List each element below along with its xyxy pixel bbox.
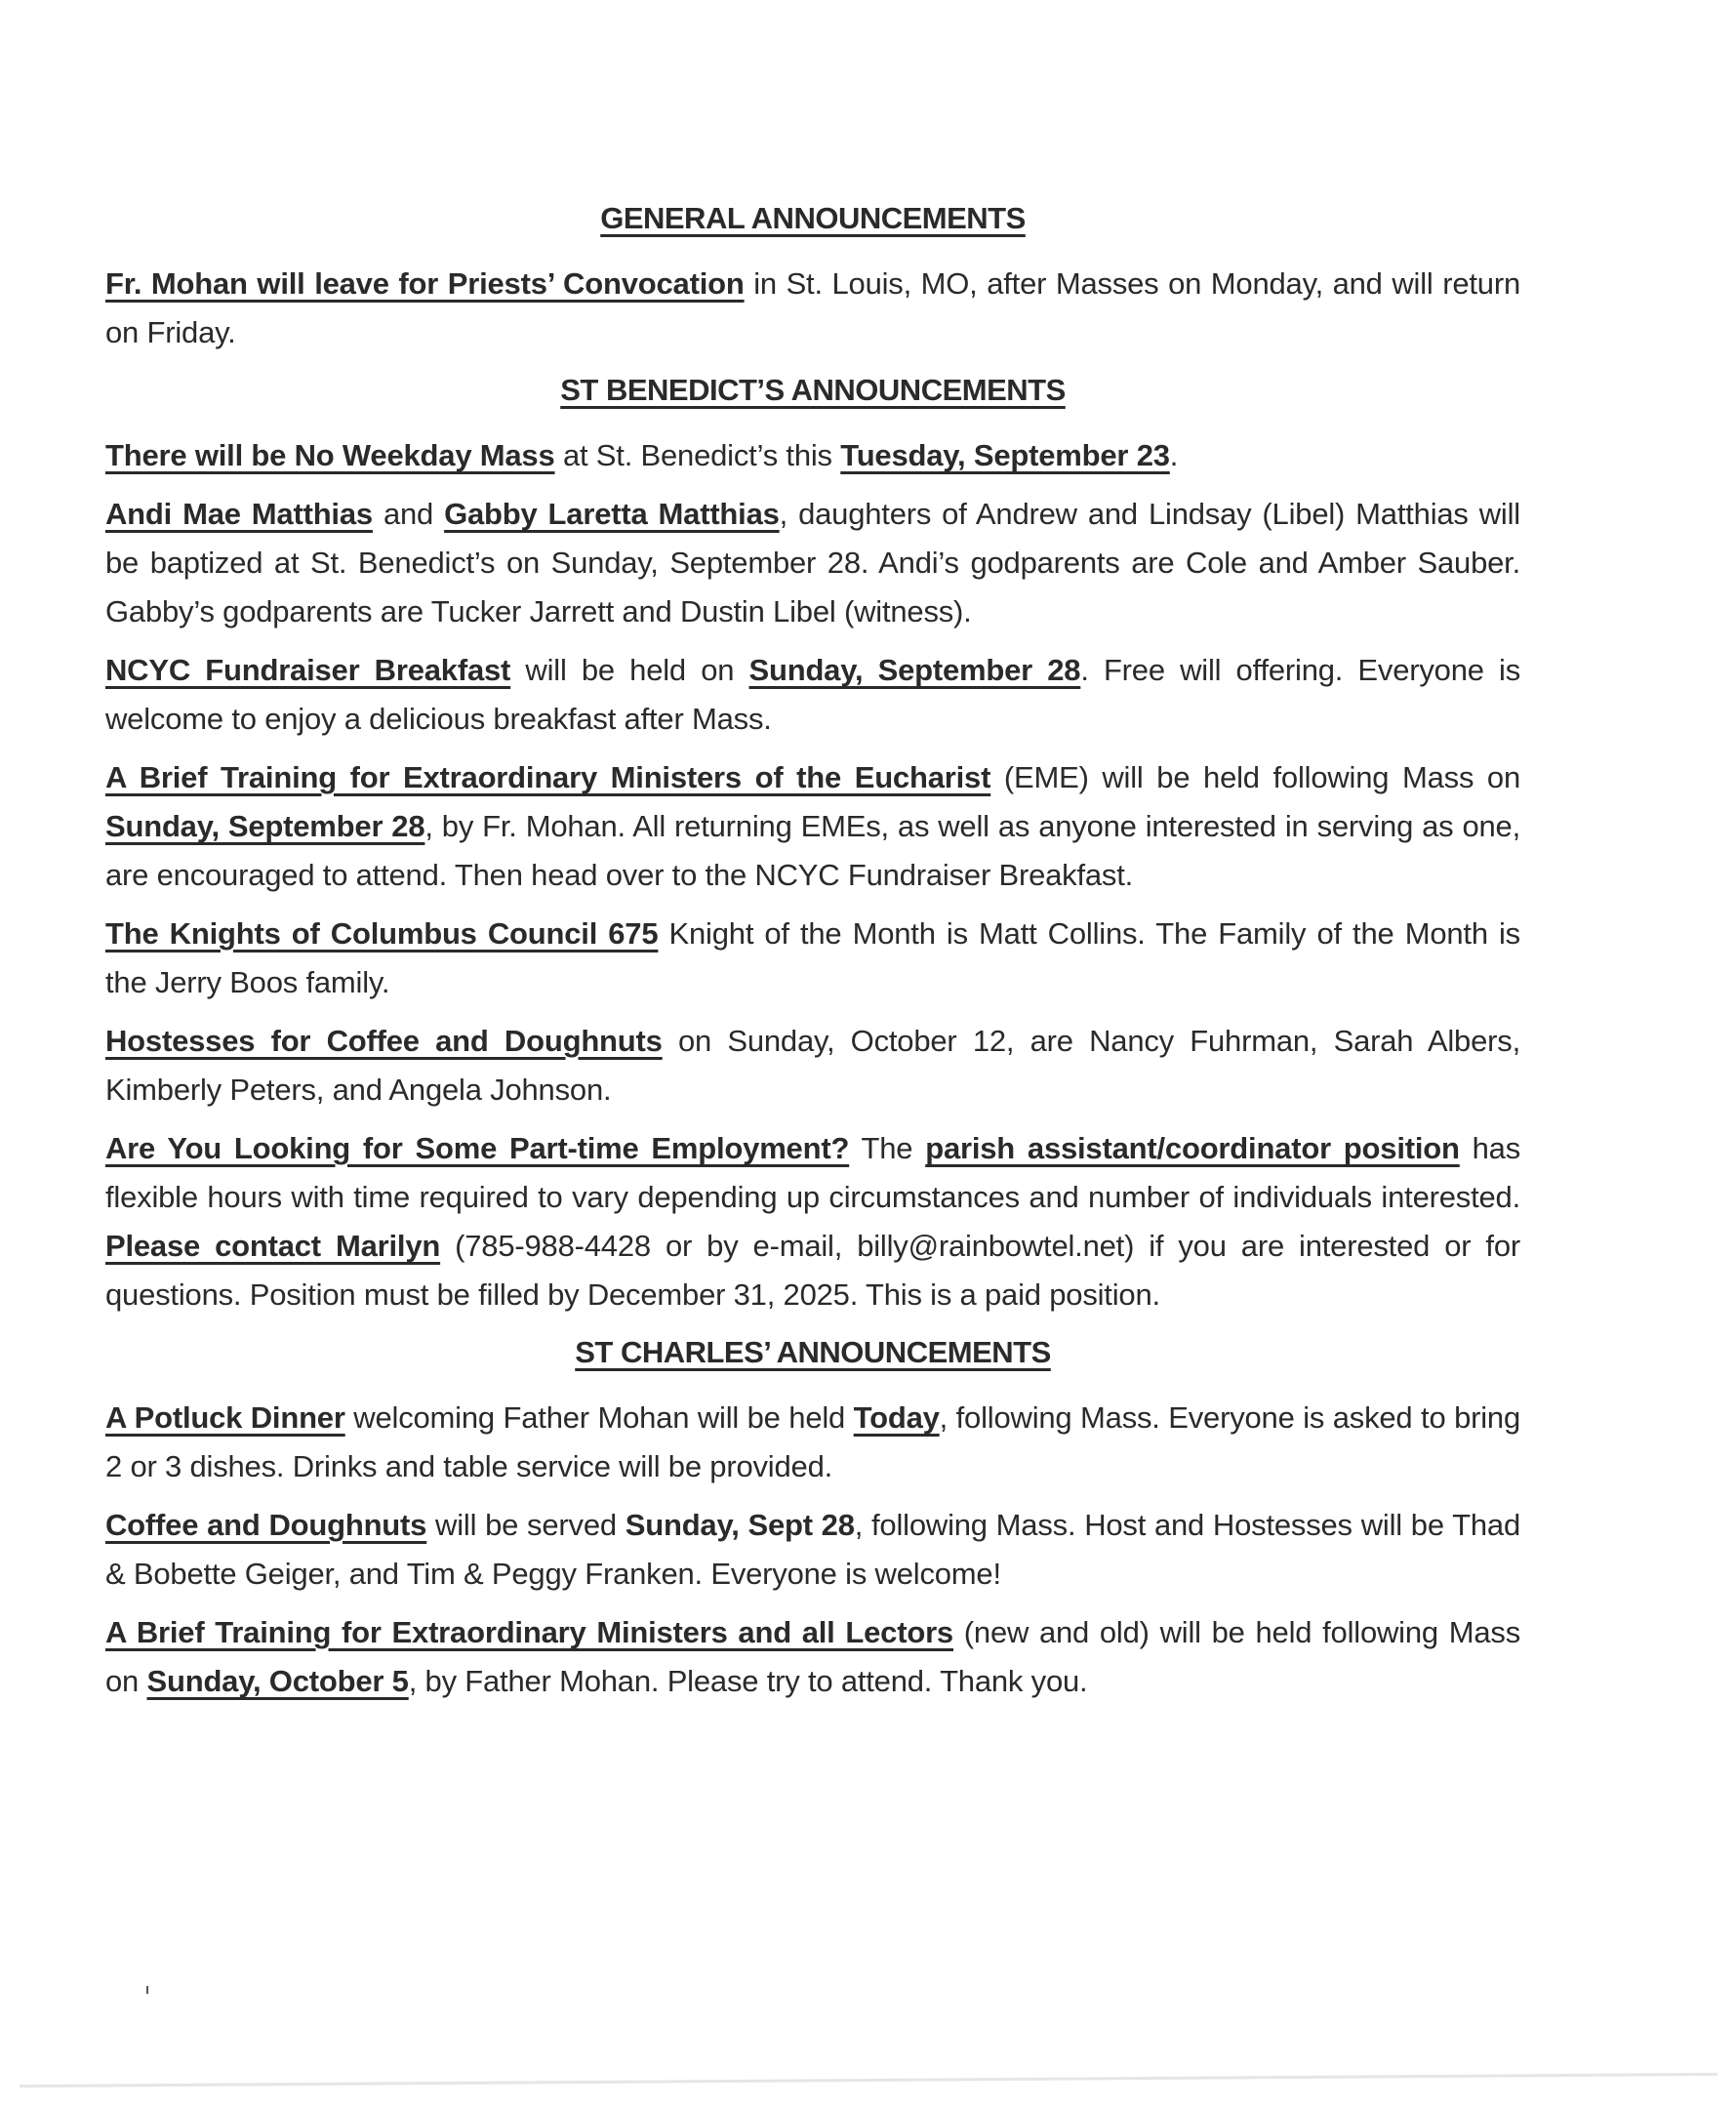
announcement-date: Sunday, September 28 bbox=[105, 809, 425, 843]
announcement-date: Tuesday, September 23 bbox=[840, 438, 1170, 472]
announcement-text: will be held on bbox=[510, 653, 749, 687]
announcement-title: NCYC Fundraiser Breakfast bbox=[105, 653, 511, 687]
announcement-text: and bbox=[372, 497, 445, 531]
contact-name: Please contact Marilyn bbox=[105, 1229, 441, 1263]
announcement-potluck bbox=[105, 1394, 1520, 1491]
announcement-eme-training bbox=[105, 753, 1520, 900]
announcement-text: . Free will offering. Everyone is welcome to enjoy a delicious breakfast after Mass. bbox=[105, 653, 1520, 736]
announcement-knights-of-columbus bbox=[105, 910, 1520, 1007]
st-charles-announcements-heading: ST CHARLES’ ANNOUNCEMENTS bbox=[575, 1335, 1051, 1369]
announcement-title: There will be No Weekday Mass bbox=[105, 438, 555, 472]
announcement-text: will be served bbox=[426, 1508, 626, 1542]
announcement-date: Sunday, October 5 bbox=[146, 1664, 409, 1698]
announcements-page bbox=[105, 195, 1520, 1716]
announcement-baptism bbox=[105, 490, 1520, 636]
announcement-title: A Brief Training for Extraordinary Ministers and all Lectors bbox=[105, 1615, 953, 1649]
page-edge-shadow bbox=[20, 2073, 1717, 2088]
announcement-text: has flexible hours with time required to vary depending up circumstances and number of individuals interested. bbox=[105, 1131, 1520, 1214]
announcement-title: The Knights of Columbus Council 675 bbox=[105, 916, 659, 951]
announcement-no-weekday-mass bbox=[105, 431, 1520, 480]
announcement-title: Coffee and Doughnuts bbox=[105, 1508, 427, 1542]
st-benedict-announcements-heading: ST BENEDICT’S ANNOUNCEMENTS bbox=[560, 373, 1066, 407]
announcement-coffee-hostesses bbox=[105, 1017, 1520, 1115]
announcement-text: (785-988-4428 or by e-mail, billy@rainbowtel.net) if you are interested or for questions. Position must be filled by December 31, 2025. This is a paid position. bbox=[105, 1229, 1520, 1312]
scan-speck bbox=[146, 1986, 148, 1994]
announcement-text: , following Mass. Everyone is asked to bring 2 or 3 dishes. Drinks and table service will be provided. bbox=[105, 1400, 1520, 1483]
announcement-title: A Potluck Dinner bbox=[105, 1400, 345, 1435]
announcement-ncyc-breakfast bbox=[105, 646, 1520, 744]
announcement-lectors-training bbox=[105, 1608, 1520, 1706]
announcement-text: in St. Louis, MO, after Masses on Monday, and will return on Friday. bbox=[105, 266, 1520, 349]
general-announcements-heading: GENERAL ANNOUNCEMENTS bbox=[600, 201, 1026, 235]
announcement-text: , daughters of Andrew and Lindsay (Libel) Matthias will be baptized at St. Benedict’s on Sunday, September 28. Andi’s godparents are Cole and Amber Sauber. Gabby’s godparents are Tucker Jarrett and Dustin Libel (witness). bbox=[105, 497, 1520, 628]
announcement-coffee-doughnuts bbox=[105, 1501, 1520, 1599]
announcement-date: Today bbox=[853, 1400, 940, 1435]
announcement-text: (new and old) will be held following Mass on bbox=[105, 1615, 1521, 1698]
announcement-text: . bbox=[1169, 438, 1179, 472]
announcement-text: , by Fr. Mohan. All returning EMEs, as well as anyone interested in serving as one, are encouraged to attend. Then head over to the NCYC Fundraiser Breakfast. bbox=[105, 809, 1520, 892]
announcement-text: (EME) will be held following Mass on bbox=[990, 760, 1521, 794]
announcement-date: Sunday, Sept 28 bbox=[625, 1508, 855, 1542]
announcement-date: Sunday, September 28 bbox=[748, 653, 1081, 687]
announcement-text: at St. Benedict’s this bbox=[554, 438, 841, 472]
job-position: parish assistant/coordinator position bbox=[925, 1131, 1460, 1165]
announcement-text: , by Father Mohan. Please try to attend. Thank you. bbox=[408, 1664, 1088, 1698]
announcement-text: The bbox=[849, 1131, 926, 1165]
announcement-title: A Brief Training for Extraordinary Ministers of the Eucharist bbox=[105, 760, 991, 794]
announcement-text: welcoming Father Mohan will be held bbox=[344, 1400, 854, 1435]
announcement-employment bbox=[105, 1124, 1520, 1319]
announcement-title: Hostesses for Coffee and Doughnuts bbox=[105, 1024, 663, 1058]
announcement-text: Knight of the Month is Matt Collins. The Family of the Month is the Jerry Boos family. bbox=[105, 916, 1520, 999]
announcement-title: Fr. Mohan will leave for Priests’ Convocation bbox=[105, 266, 745, 301]
baptism-name-1: Andi Mae Matthias bbox=[105, 497, 373, 531]
announcement-text: , following Mass. Host and Hostesses will be Thad & Bobette Geiger, and Tim & Peggy Franken. Everyone is welcome! bbox=[105, 1508, 1520, 1591]
announcement-title: Are You Looking for Some Part-time Employment? bbox=[105, 1131, 850, 1165]
announcement-priests-convocation bbox=[105, 260, 1520, 357]
announcement-text: on Sunday, October 12, are Nancy Fuhrman, Sarah Albers, Kimberly Peters, and Angela Johnson. bbox=[105, 1024, 1520, 1107]
baptism-name-2: Gabby Laretta Matthias bbox=[444, 497, 780, 531]
